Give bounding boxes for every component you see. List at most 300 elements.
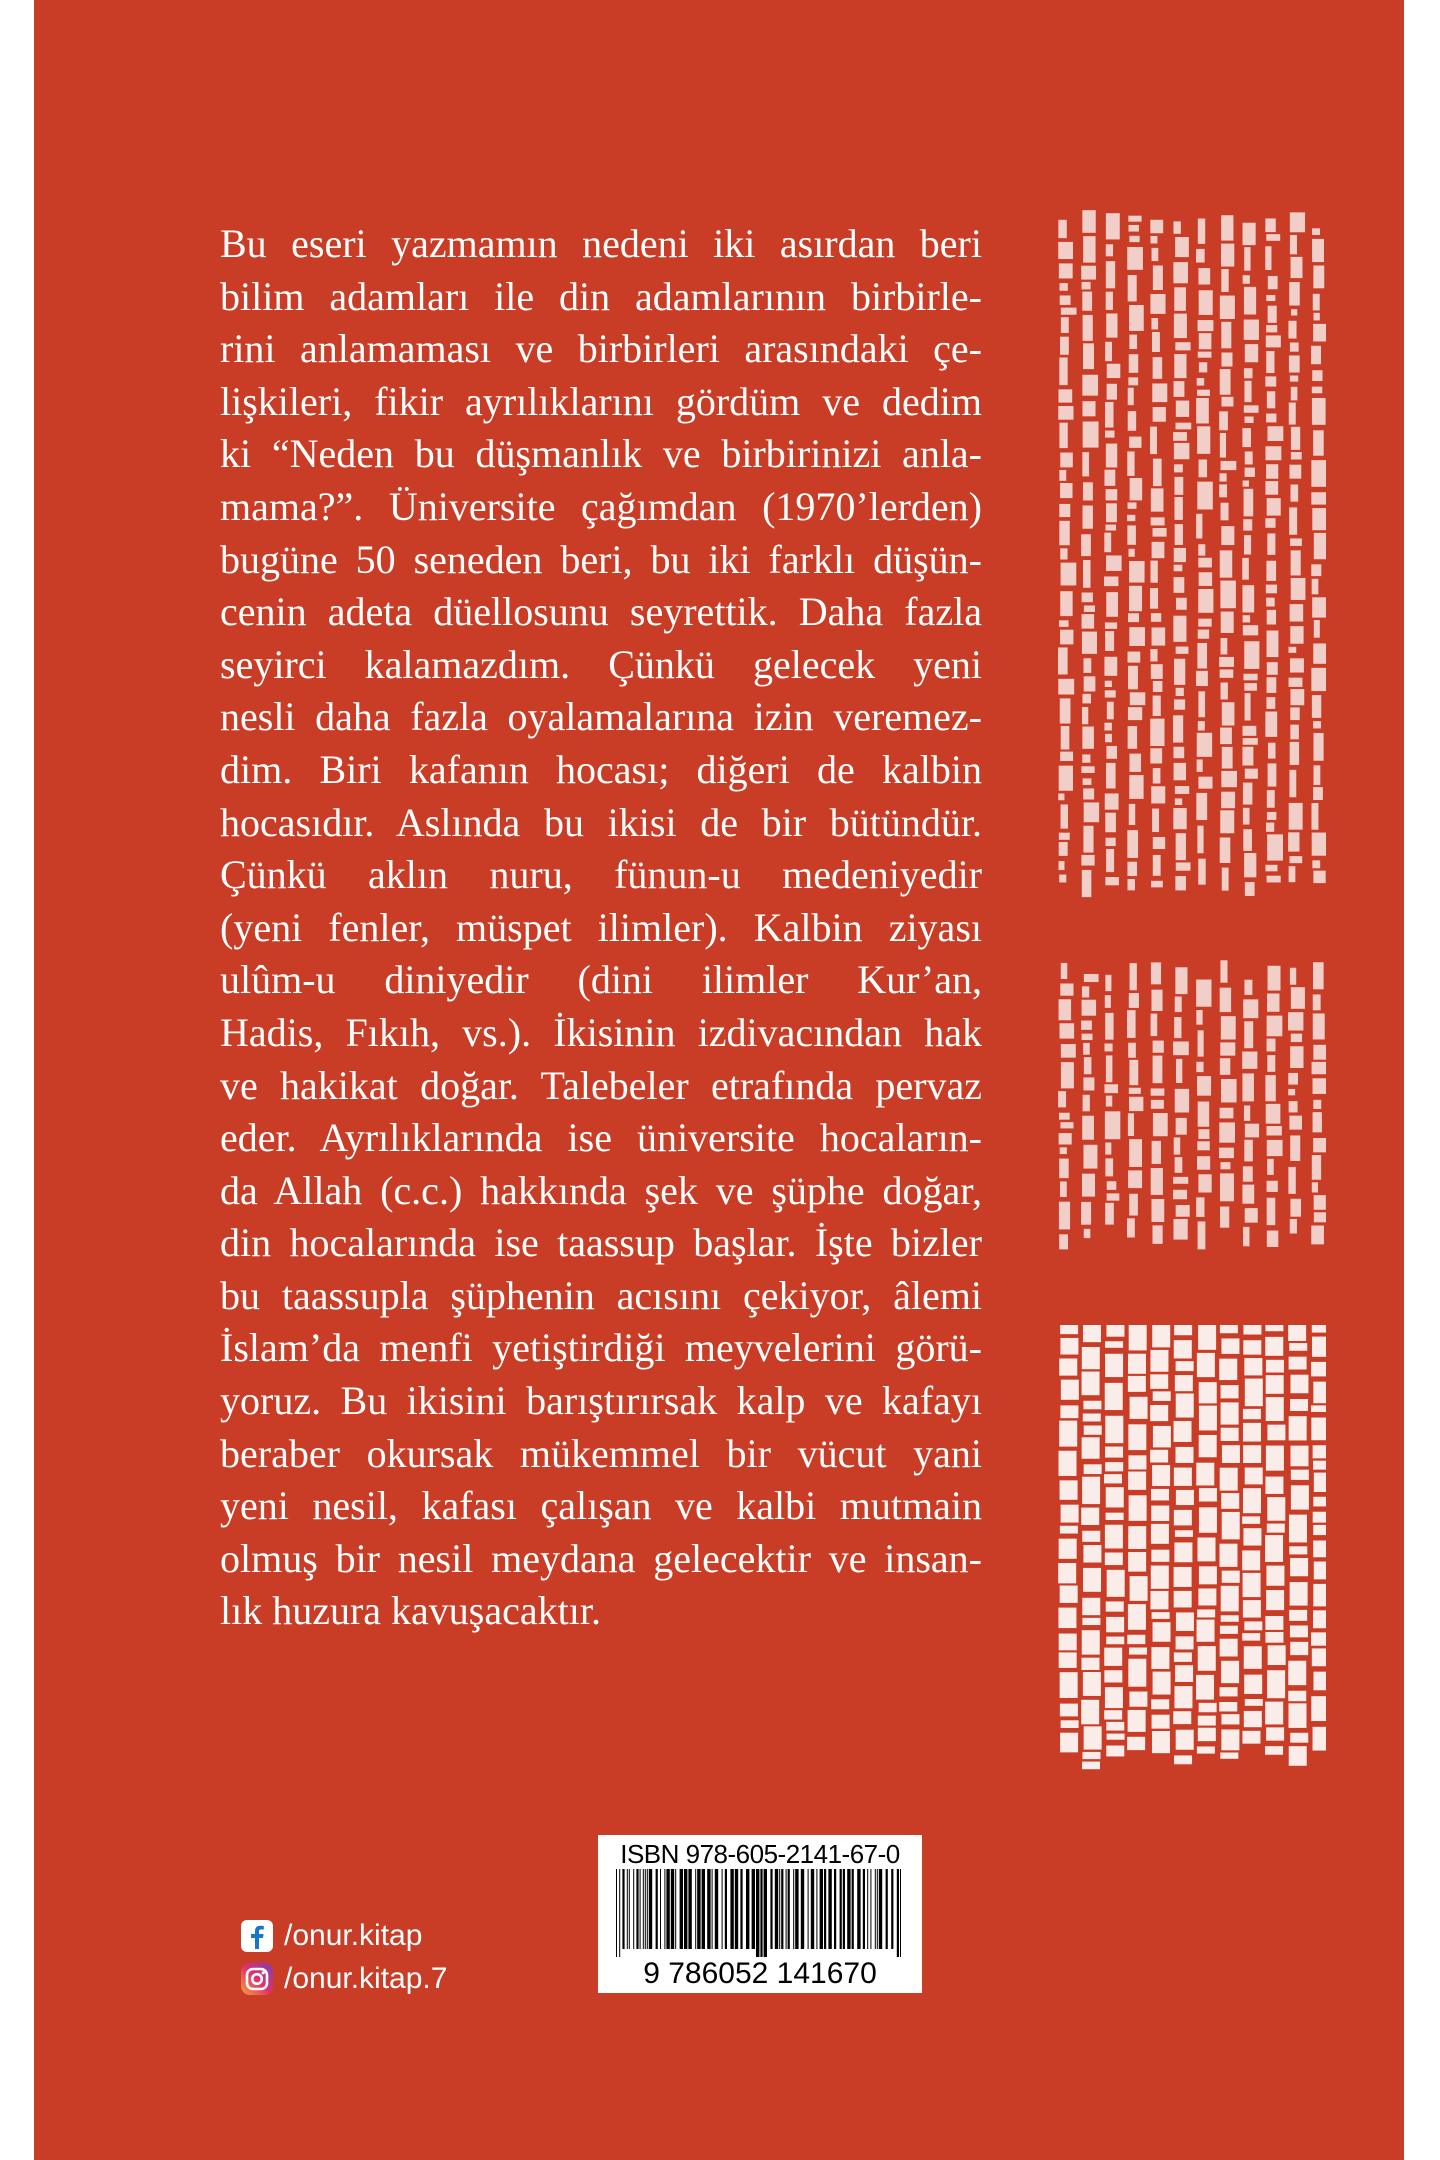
art-mark — [1312, 239, 1324, 262]
art-mark — [1104, 1043, 1112, 1051]
art-mark — [1083, 421, 1099, 447]
art-mark — [1151, 881, 1163, 888]
art-mark — [1267, 1159, 1274, 1175]
art-mark — [1219, 1148, 1234, 1159]
art-mark — [1106, 1487, 1124, 1507]
barcode-bar — [891, 1869, 893, 1949]
art-mark — [1173, 1219, 1187, 1240]
art-mark — [1106, 489, 1118, 500]
art-mark — [1129, 1139, 1142, 1167]
art-mark — [1313, 430, 1324, 455]
art-mark — [1197, 1353, 1215, 1377]
art-mark — [1290, 1642, 1308, 1655]
art-mark — [1291, 1470, 1309, 1480]
art-mark — [1220, 960, 1227, 982]
art-mark — [1244, 1646, 1262, 1669]
art-mark — [1106, 261, 1115, 288]
art-mark — [1083, 1325, 1101, 1342]
art-mark — [1268, 276, 1278, 289]
art-mark — [1220, 433, 1226, 458]
art-mark — [1198, 544, 1205, 555]
blurb-line: ki “Neden bu düşmanlık ve birbirinizi anla- — [220, 431, 982, 477]
art-mark — [1174, 1325, 1192, 1335]
barcode-bar — [770, 1869, 772, 1949]
art-mark — [1219, 1544, 1237, 1567]
art-mark — [1174, 1567, 1192, 1587]
art-mark — [1313, 1610, 1326, 1628]
art-mark — [1221, 526, 1234, 545]
art-mark — [1151, 488, 1164, 511]
art-mark — [1242, 558, 1249, 580]
art-mark — [1290, 626, 1303, 644]
art-mark — [1082, 1437, 1100, 1458]
art-mark — [1150, 649, 1157, 661]
art-mark — [1220, 1753, 1238, 1759]
art-mark — [1290, 604, 1304, 621]
barcode-bar — [660, 1869, 661, 1949]
art-mark — [1173, 221, 1180, 233]
art-mark — [1084, 605, 1095, 611]
art-mark — [1175, 1089, 1189, 1113]
art-mark — [1058, 406, 1073, 420]
art-mark — [1314, 1562, 1326, 1580]
art-mark — [1198, 589, 1213, 613]
art-mark — [1105, 681, 1112, 687]
art-mark — [1151, 786, 1165, 803]
art-mark — [1221, 1615, 1239, 1622]
art-mark — [1174, 1755, 1192, 1764]
art-mark — [1198, 630, 1209, 639]
art-mark — [1152, 542, 1165, 558]
art-mark — [1128, 216, 1141, 222]
art-mark — [1314, 620, 1320, 638]
art-mark — [1198, 1030, 1204, 1056]
art-mark — [1243, 808, 1250, 825]
art-mark — [1129, 354, 1138, 373]
art-mark — [1174, 354, 1186, 378]
art-mark — [1127, 1218, 1135, 1237]
art-mark — [1291, 427, 1300, 450]
art-mark — [1127, 451, 1134, 476]
art-mark — [1150, 1405, 1168, 1421]
art-mark — [1221, 1729, 1239, 1750]
barcode-bar — [808, 1869, 809, 1949]
barcode-bar — [712, 1869, 713, 1949]
art-mark — [1314, 1473, 1326, 1492]
art-mark — [1082, 292, 1092, 311]
art-mark — [1106, 746, 1117, 759]
barcode-bar — [616, 1869, 617, 1957]
art-mark — [1245, 468, 1255, 477]
instagram-icon — [240, 1962, 274, 1996]
art-mark — [1130, 692, 1145, 705]
art-mark — [1221, 397, 1233, 407]
art-mark — [1243, 726, 1257, 736]
art-mark — [1060, 1480, 1078, 1499]
art-mark — [1290, 212, 1305, 232]
art-mark — [1289, 403, 1296, 425]
barcode-bar — [756, 1869, 759, 1957]
art-mark — [1199, 1566, 1217, 1584]
art-mark — [1313, 1461, 1326, 1470]
art-mark — [1152, 1465, 1170, 1486]
art-mark — [1197, 1609, 1215, 1617]
art-mark — [1266, 234, 1280, 241]
art-mark — [1082, 210, 1095, 233]
art-mark — [1082, 1630, 1100, 1654]
art-mark — [1083, 1752, 1101, 1759]
art-mark — [1129, 236, 1139, 242]
barcode-bar — [707, 1869, 710, 1949]
art-mark — [1267, 426, 1283, 441]
art-mark — [1198, 1325, 1216, 1350]
barcode-bar — [640, 1869, 641, 1949]
art-mark — [1221, 215, 1233, 240]
art-mark — [1265, 1337, 1283, 1356]
barcode-bar — [900, 1869, 901, 1957]
art-mark — [1245, 1124, 1259, 1138]
art-mark — [1174, 659, 1185, 685]
art-mark — [1313, 1445, 1326, 1458]
art-mark — [1060, 1733, 1078, 1753]
art-mark — [1197, 1620, 1215, 1642]
art-mark — [1313, 1382, 1326, 1404]
art-mark — [1267, 876, 1281, 883]
art-mark — [1153, 407, 1166, 422]
art-mark — [1130, 478, 1143, 500]
art-mark — [1290, 342, 1299, 351]
art-mark — [1105, 793, 1119, 809]
art-mark — [1244, 489, 1254, 517]
art-mark — [1061, 1044, 1076, 1058]
art-mark — [1197, 1156, 1210, 1170]
art-mark — [1082, 632, 1097, 654]
art-mark — [1289, 1546, 1307, 1554]
barcode-bar — [781, 1869, 783, 1949]
blurb-line: ve hakikat doğar. Talebeler etrafında pervaz — [220, 1062, 982, 1108]
art-mark — [1107, 364, 1121, 378]
instagram-link[interactable] — [240, 1962, 447, 1996]
art-mark — [1243, 275, 1250, 284]
art-mark — [1244, 1711, 1262, 1727]
art-mark — [1198, 1588, 1216, 1605]
art-mark — [1174, 763, 1186, 780]
blurb-line: olmuş bir nesil meydana gelecektir ve insan- — [220, 1535, 982, 1581]
art-mark — [1312, 228, 1320, 235]
art-mark — [1290, 1733, 1308, 1743]
art-mark — [1220, 1626, 1238, 1634]
art-mark — [1313, 962, 1324, 989]
art-mark — [1221, 682, 1228, 699]
art-mark — [1061, 563, 1077, 586]
art-mark — [1153, 837, 1165, 849]
art-mark — [1081, 1021, 1092, 1030]
art-mark — [1266, 414, 1276, 423]
art-mark — [1152, 1225, 1162, 1243]
art-mark — [1127, 862, 1137, 876]
art-mark — [1198, 721, 1205, 730]
art-mark — [1291, 452, 1302, 459]
art-mark — [1289, 465, 1301, 479]
art-mark — [1242, 747, 1253, 766]
art-mark — [1084, 974, 1099, 982]
art-mark — [1244, 1105, 1250, 1120]
art-mark — [1198, 1102, 1209, 1127]
art-mark — [1290, 707, 1299, 720]
barcode-bar — [870, 1869, 871, 1949]
art-mark — [1312, 370, 1322, 381]
art-mark — [1082, 1372, 1100, 1396]
art-mark — [1265, 376, 1276, 386]
art-mark — [1266, 325, 1277, 332]
art-mark — [1104, 470, 1115, 486]
art-mark — [1153, 357, 1163, 379]
art-mark — [1242, 585, 1254, 612]
art-mark — [1106, 444, 1117, 468]
art-mark — [1312, 508, 1326, 530]
art-mark — [1289, 1610, 1307, 1621]
art-mark — [1151, 1566, 1169, 1589]
art-mark — [1105, 1447, 1123, 1458]
art-mark — [1128, 549, 1134, 557]
art-mark — [1221, 612, 1234, 633]
art-mark — [1081, 1658, 1099, 1670]
art-mark — [1084, 1464, 1102, 1474]
art-mark — [1175, 1447, 1193, 1463]
art-mark — [1176, 401, 1189, 417]
art-mark — [1220, 810, 1234, 833]
art-mark — [1243, 783, 1252, 805]
facebook-link[interactable] — [240, 1919, 422, 1953]
art-mark — [1199, 1435, 1217, 1457]
art-mark — [1219, 1702, 1237, 1712]
barcode-bar — [684, 1869, 687, 1949]
art-mark — [1267, 1425, 1285, 1441]
art-mark — [1107, 702, 1114, 720]
art-mark — [1150, 294, 1165, 314]
art-mark — [1266, 1126, 1281, 1135]
art-mark — [1174, 314, 1187, 338]
art-mark — [1268, 306, 1277, 323]
art-mark — [1129, 993, 1139, 1008]
art-mark — [1265, 865, 1277, 872]
art-mark — [1290, 1558, 1308, 1576]
art-mark — [1082, 1347, 1100, 1369]
art-mark — [1127, 1010, 1136, 1038]
art-mark — [1220, 550, 1232, 577]
art-mark — [1083, 1145, 1097, 1169]
art-mark — [1153, 1041, 1164, 1053]
art-mark — [1196, 671, 1208, 686]
art-mark — [1314, 313, 1320, 321]
art-mark — [1106, 1325, 1124, 1337]
art-mark — [1175, 798, 1182, 805]
art-mark — [1198, 268, 1210, 285]
art-mark — [1221, 792, 1235, 809]
barcode-bar — [886, 1869, 888, 1949]
art-mark — [1312, 579, 1319, 595]
art-mark — [1244, 405, 1259, 412]
art-mark — [1290, 1625, 1308, 1637]
art-mark — [1245, 1379, 1263, 1407]
art-mark — [1243, 625, 1258, 635]
art-mark — [1106, 503, 1117, 522]
art-mark — [1128, 726, 1137, 749]
art-mark — [1059, 875, 1066, 883]
art-mark — [1128, 707, 1142, 720]
art-mark — [1059, 1113, 1070, 1120]
art-mark — [1061, 1380, 1079, 1400]
art-mark — [1105, 995, 1111, 1008]
barcode-bar — [715, 1869, 718, 1949]
art-mark — [1082, 754, 1090, 762]
art-mark — [1127, 879, 1134, 890]
art-mark — [1060, 1023, 1075, 1038]
art-mark — [1313, 1512, 1326, 1523]
art-mark — [1290, 538, 1302, 546]
art-mark — [1267, 812, 1276, 820]
ean-digits: 9 786052 141670 — [643, 1957, 877, 1990]
art-mark — [1196, 1675, 1214, 1700]
art-mark — [1312, 860, 1320, 868]
barcode-bar — [722, 1869, 723, 1949]
art-mark — [1198, 777, 1212, 789]
art-mark — [1243, 1488, 1261, 1513]
art-mark — [1083, 658, 1091, 673]
art-mark — [1128, 1552, 1146, 1572]
art-mark — [1288, 1167, 1295, 1194]
art-mark — [1289, 856, 1302, 863]
art-mark — [1127, 1635, 1145, 1644]
isbn-barcode — [598, 1835, 922, 1993]
art-mark — [1173, 432, 1187, 441]
art-mark — [1312, 1062, 1326, 1074]
art-mark — [1196, 793, 1207, 820]
art-mark — [1221, 244, 1234, 267]
art-mark — [1105, 1687, 1123, 1708]
art-mark — [1245, 344, 1258, 362]
art-mark — [1197, 426, 1210, 454]
art-mark — [1059, 283, 1067, 291]
art-mark — [1313, 1525, 1326, 1535]
art-mark — [1175, 342, 1190, 350]
art-mark — [1291, 1034, 1302, 1042]
art-mark — [1221, 1714, 1239, 1724]
art-mark — [1061, 1720, 1079, 1728]
art-mark — [1152, 809, 1159, 833]
art-mark — [1267, 993, 1279, 1011]
art-mark — [1061, 317, 1069, 333]
art-mark — [1244, 247, 1250, 271]
art-mark — [1197, 378, 1205, 386]
art-mark — [1267, 391, 1275, 408]
barcode-bar — [879, 1869, 882, 1949]
art-mark — [1176, 1118, 1187, 1135]
art-mark — [1084, 1726, 1102, 1749]
barcode-bar — [619, 1869, 620, 1957]
art-mark — [1175, 967, 1187, 994]
art-mark — [1313, 733, 1323, 761]
art-mark — [1105, 877, 1119, 885]
art-mark — [1220, 1108, 1234, 1119]
art-mark — [1153, 1056, 1163, 1084]
art-mark — [1129, 754, 1141, 772]
art-mark — [1084, 802, 1099, 822]
art-mark — [1290, 742, 1299, 765]
art-mark — [1059, 521, 1069, 545]
art-mark — [1291, 987, 1305, 1009]
art-mark — [1220, 837, 1231, 863]
art-mark — [1128, 377, 1138, 385]
barcode-bar — [627, 1869, 628, 1949]
art-mark — [1288, 647, 1296, 653]
art-mark — [1153, 265, 1163, 289]
art-mark — [1083, 1413, 1101, 1421]
barcode-bar — [656, 1869, 658, 1949]
art-mark — [1130, 1397, 1148, 1419]
art-mark — [1243, 223, 1256, 245]
art-mark — [1083, 506, 1093, 529]
art-mark — [1313, 871, 1325, 883]
art-mark — [1150, 1350, 1168, 1372]
art-mark — [1082, 707, 1088, 724]
art-mark — [1290, 1399, 1308, 1411]
art-mark — [1174, 1686, 1192, 1708]
art-mark — [1084, 1057, 1092, 1074]
barcode-bar — [629, 1869, 630, 1949]
art-mark — [1198, 1129, 1209, 1139]
art-mark — [1060, 1672, 1078, 1698]
art-mark — [1242, 1052, 1257, 1069]
art-mark — [1196, 1463, 1214, 1486]
art-mark — [1058, 861, 1064, 870]
art-mark — [1151, 1199, 1164, 1222]
art-mark — [1105, 1553, 1123, 1566]
art-mark — [1221, 1402, 1239, 1424]
art-mark — [1222, 868, 1229, 891]
art-mark — [1151, 1550, 1169, 1562]
barcode-bar — [671, 1869, 674, 1949]
art-mark — [1242, 1633, 1260, 1641]
art-mark — [1268, 966, 1281, 991]
art-mark — [1290, 484, 1298, 501]
art-mark — [1311, 1632, 1326, 1645]
art-mark — [1082, 986, 1089, 997]
art-mark — [1290, 1199, 1301, 1217]
art-mark — [1082, 375, 1098, 396]
art-mark — [1244, 368, 1253, 378]
art-mark — [1289, 1357, 1307, 1370]
art-mark — [1290, 1135, 1300, 1161]
art-mark — [1151, 990, 1162, 1011]
art-mark — [1082, 593, 1093, 603]
art-mark — [1314, 1195, 1326, 1210]
art-mark — [1267, 1670, 1285, 1698]
art-mark — [1105, 734, 1112, 742]
art-mark — [1198, 1716, 1216, 1726]
barcode-bar — [840, 1869, 842, 1949]
barcode-bar — [857, 1869, 860, 1949]
art-mark — [1153, 1426, 1171, 1448]
art-mark — [1082, 1618, 1100, 1625]
art-mark — [1106, 1637, 1124, 1645]
art-mark — [1105, 1383, 1123, 1410]
art-mark — [1174, 1017, 1181, 1038]
art-mark — [1313, 787, 1323, 800]
art-mark — [1081, 266, 1096, 280]
art-mark — [1128, 1710, 1146, 1732]
art-mark — [1105, 1158, 1113, 1176]
